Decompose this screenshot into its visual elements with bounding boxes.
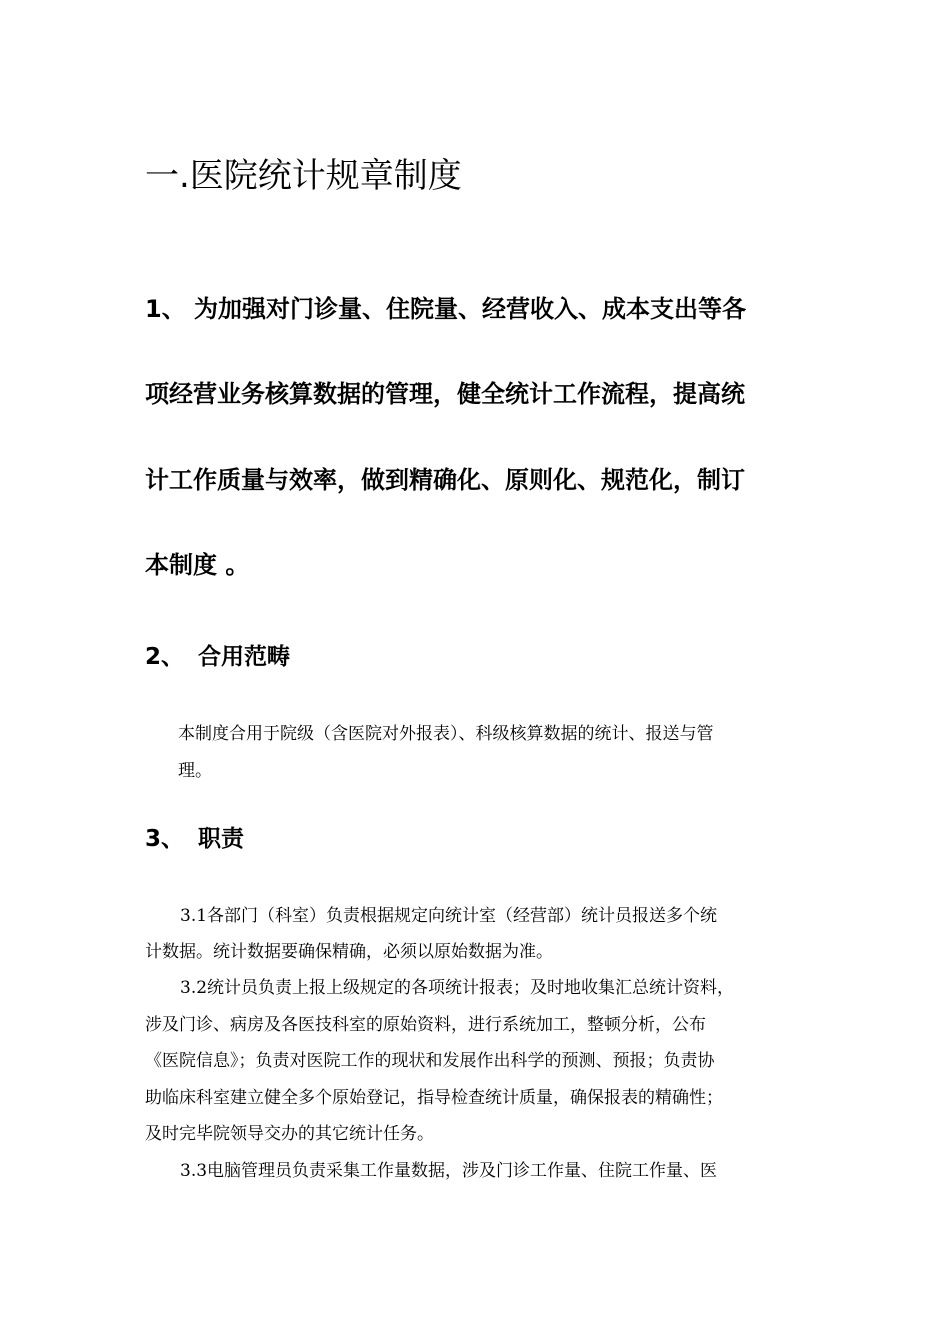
- section3-line-5: 《医院信息》；负责对医院工作的现状和发展作出科学的预测、预报；负责协: [145, 1051, 715, 1071]
- section2-number: 2、: [145, 644, 185, 670]
- section3-line-1: 3.1各部门（科室）负责根据规定向统计室（经营部）统计员报送多个统: [180, 906, 718, 926]
- section3-line-8: 3.3电脑管理员负责采集工作量数据，涉及门诊工作量、住院工作量、医: [180, 1161, 718, 1181]
- section3-heading: [145, 822, 244, 856]
- section1-line-3: 计工作质量与效率，做到精确化、原则化、规范化，制订: [145, 466, 745, 494]
- section3-line-3: 3.2统计员负责上报上级规定的各项统计报表；及时地收集汇总统计资料，: [180, 978, 735, 998]
- section3-number: 3、: [145, 826, 185, 852]
- section2-line-1: 本制度合用于院级（含医院对外报表）、科级核算数据的统计、报送与管: [178, 724, 714, 744]
- section2-heading-text: 合用范畴: [198, 644, 290, 670]
- document-title: 一.医院统计规章制度: [145, 156, 462, 196]
- section1-line-1: 1、 为加强对门诊量、住院量、经营收入、成本支出等各: [145, 295, 747, 323]
- section2-line-2: 理。: [178, 761, 212, 781]
- section3-line-2: 计数据。统计数据要确保精确，必须以原始数据为准。: [145, 942, 553, 962]
- section1-line-4: 本制度 。: [145, 551, 250, 579]
- section3-heading-text: 职责: [198, 826, 244, 852]
- section3-line-7: 及时完毕院领导交办的其它统计任务。: [145, 1124, 434, 1144]
- section1-line-2: 项经营业务核算数据的管理，健全统计工作流程，提高统: [145, 380, 745, 408]
- section2-heading: [145, 640, 290, 674]
- section3-line-6: 助临床科室建立健全多个原始登记，指导检查统计质量，确保报表的精确性；: [145, 1088, 723, 1108]
- section3-line-4: 涉及门诊、病房及各医技科室的原始资料，进行系统加工，整顿分析，公布: [145, 1015, 706, 1035]
